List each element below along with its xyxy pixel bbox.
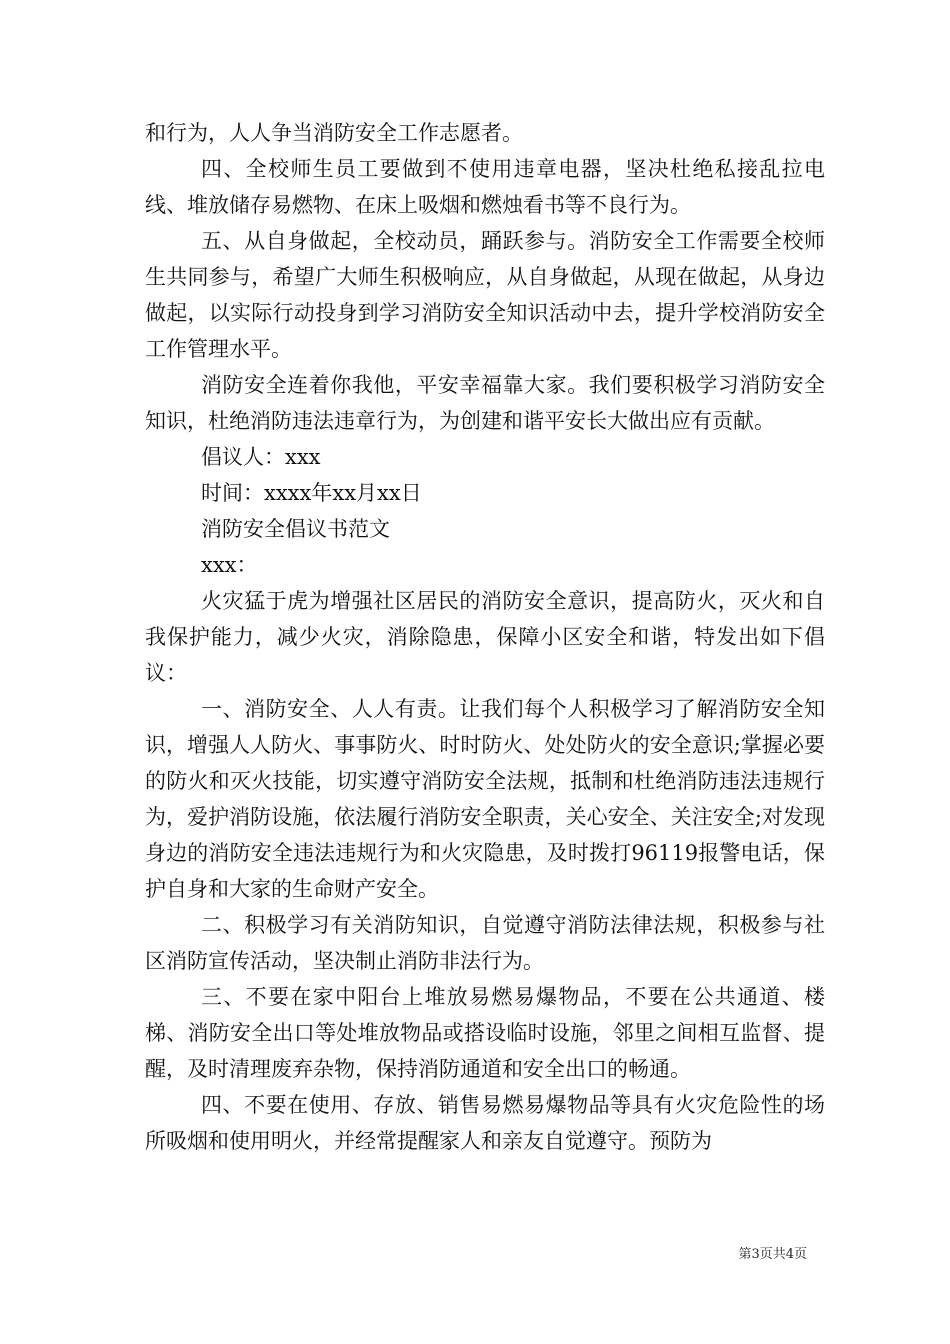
salutation: xxx：: [201, 553, 258, 577]
paragraph-item-3: 三、不要在家中阳台上堆放易燃易爆物品，不要在公共通道、楼梯、消防安全出口等处堆放物品或搭设临时设施，邻里之间相互监督、提醒，及时清理废弃杂物，保持消防通道和安全出口的畅通。: [145, 985, 825, 1081]
paragraph-2: 四、全校师生员工要做到不使用违章电器，坚决杜绝私接乱拉电线、堆放储存易燃物、在床上吸烟和燃烛看书等不良行为。: [145, 157, 825, 217]
paragraph-item-1: 一、消防安全、人人有责。让我们每个人积极学习了解消防安全知识，增强人人防火、事事防火、时时防火、处处防火的安全意识;掌握必要的防火和灭火技能，切实遵守消防安全法规，抵制和杜绝消防违法违规行为，爱护消防设施，依法履行消防安全职责，关心安全、关注安全;对发现身边的消防安全违法违规行为和火灾隐患，及时拨打96119报警电话，保护自身和大家的生命财产安全。: [145, 697, 825, 901]
page-number-footer: 第3页共4页: [738, 1247, 807, 1262]
date-line: 时间：xxxx年xx月xx日: [201, 481, 422, 505]
paragraph-item-4: 四、不要在使用、存放、销售易燃易爆物品等具有火灾危险性的场所吸烟和使用明火，并经常提醒家人和亲友自觉遵守。预防为: [145, 1093, 825, 1153]
paragraph-4: 消防安全连着你我他，平安幸福靠大家。我们要积极学习消防安全知识，杜绝消防违法违章行为，为创建和谐平安长大做出应有贡献。: [145, 373, 825, 433]
proposer-line: 倡议人：xxx: [201, 445, 321, 469]
section-title: 消防安全倡议书范文: [201, 517, 390, 541]
paragraph-1: 和行为，人人争当消防安全工作志愿者。: [145, 121, 523, 145]
paragraph-item-2: 二、积极学习有关消防知识，自觉遵守消防法律法规，积极参与社区消防宣传活动，坚决制止消防非法行为。: [145, 913, 825, 973]
document-body: [145, 115, 825, 1159]
paragraph-3: 五、从自身做起，全校动员，踊跃参与。消防安全工作需要全校师生共同参与，希望广大师生积极响应，从自身做起，从现在做起，从身边做起，以实际行动投身到学习消防安全知识活动中去，提升学校消防安全工作管理水平。: [145, 229, 825, 361]
paragraph-intro: 火灾猛于虎为增强社区居民的消防安全意识，提高防火，灭火和自我保护能力，减少火灾，消除隐患，保障小区安全和谐，特发出如下倡议：: [145, 589, 825, 685]
